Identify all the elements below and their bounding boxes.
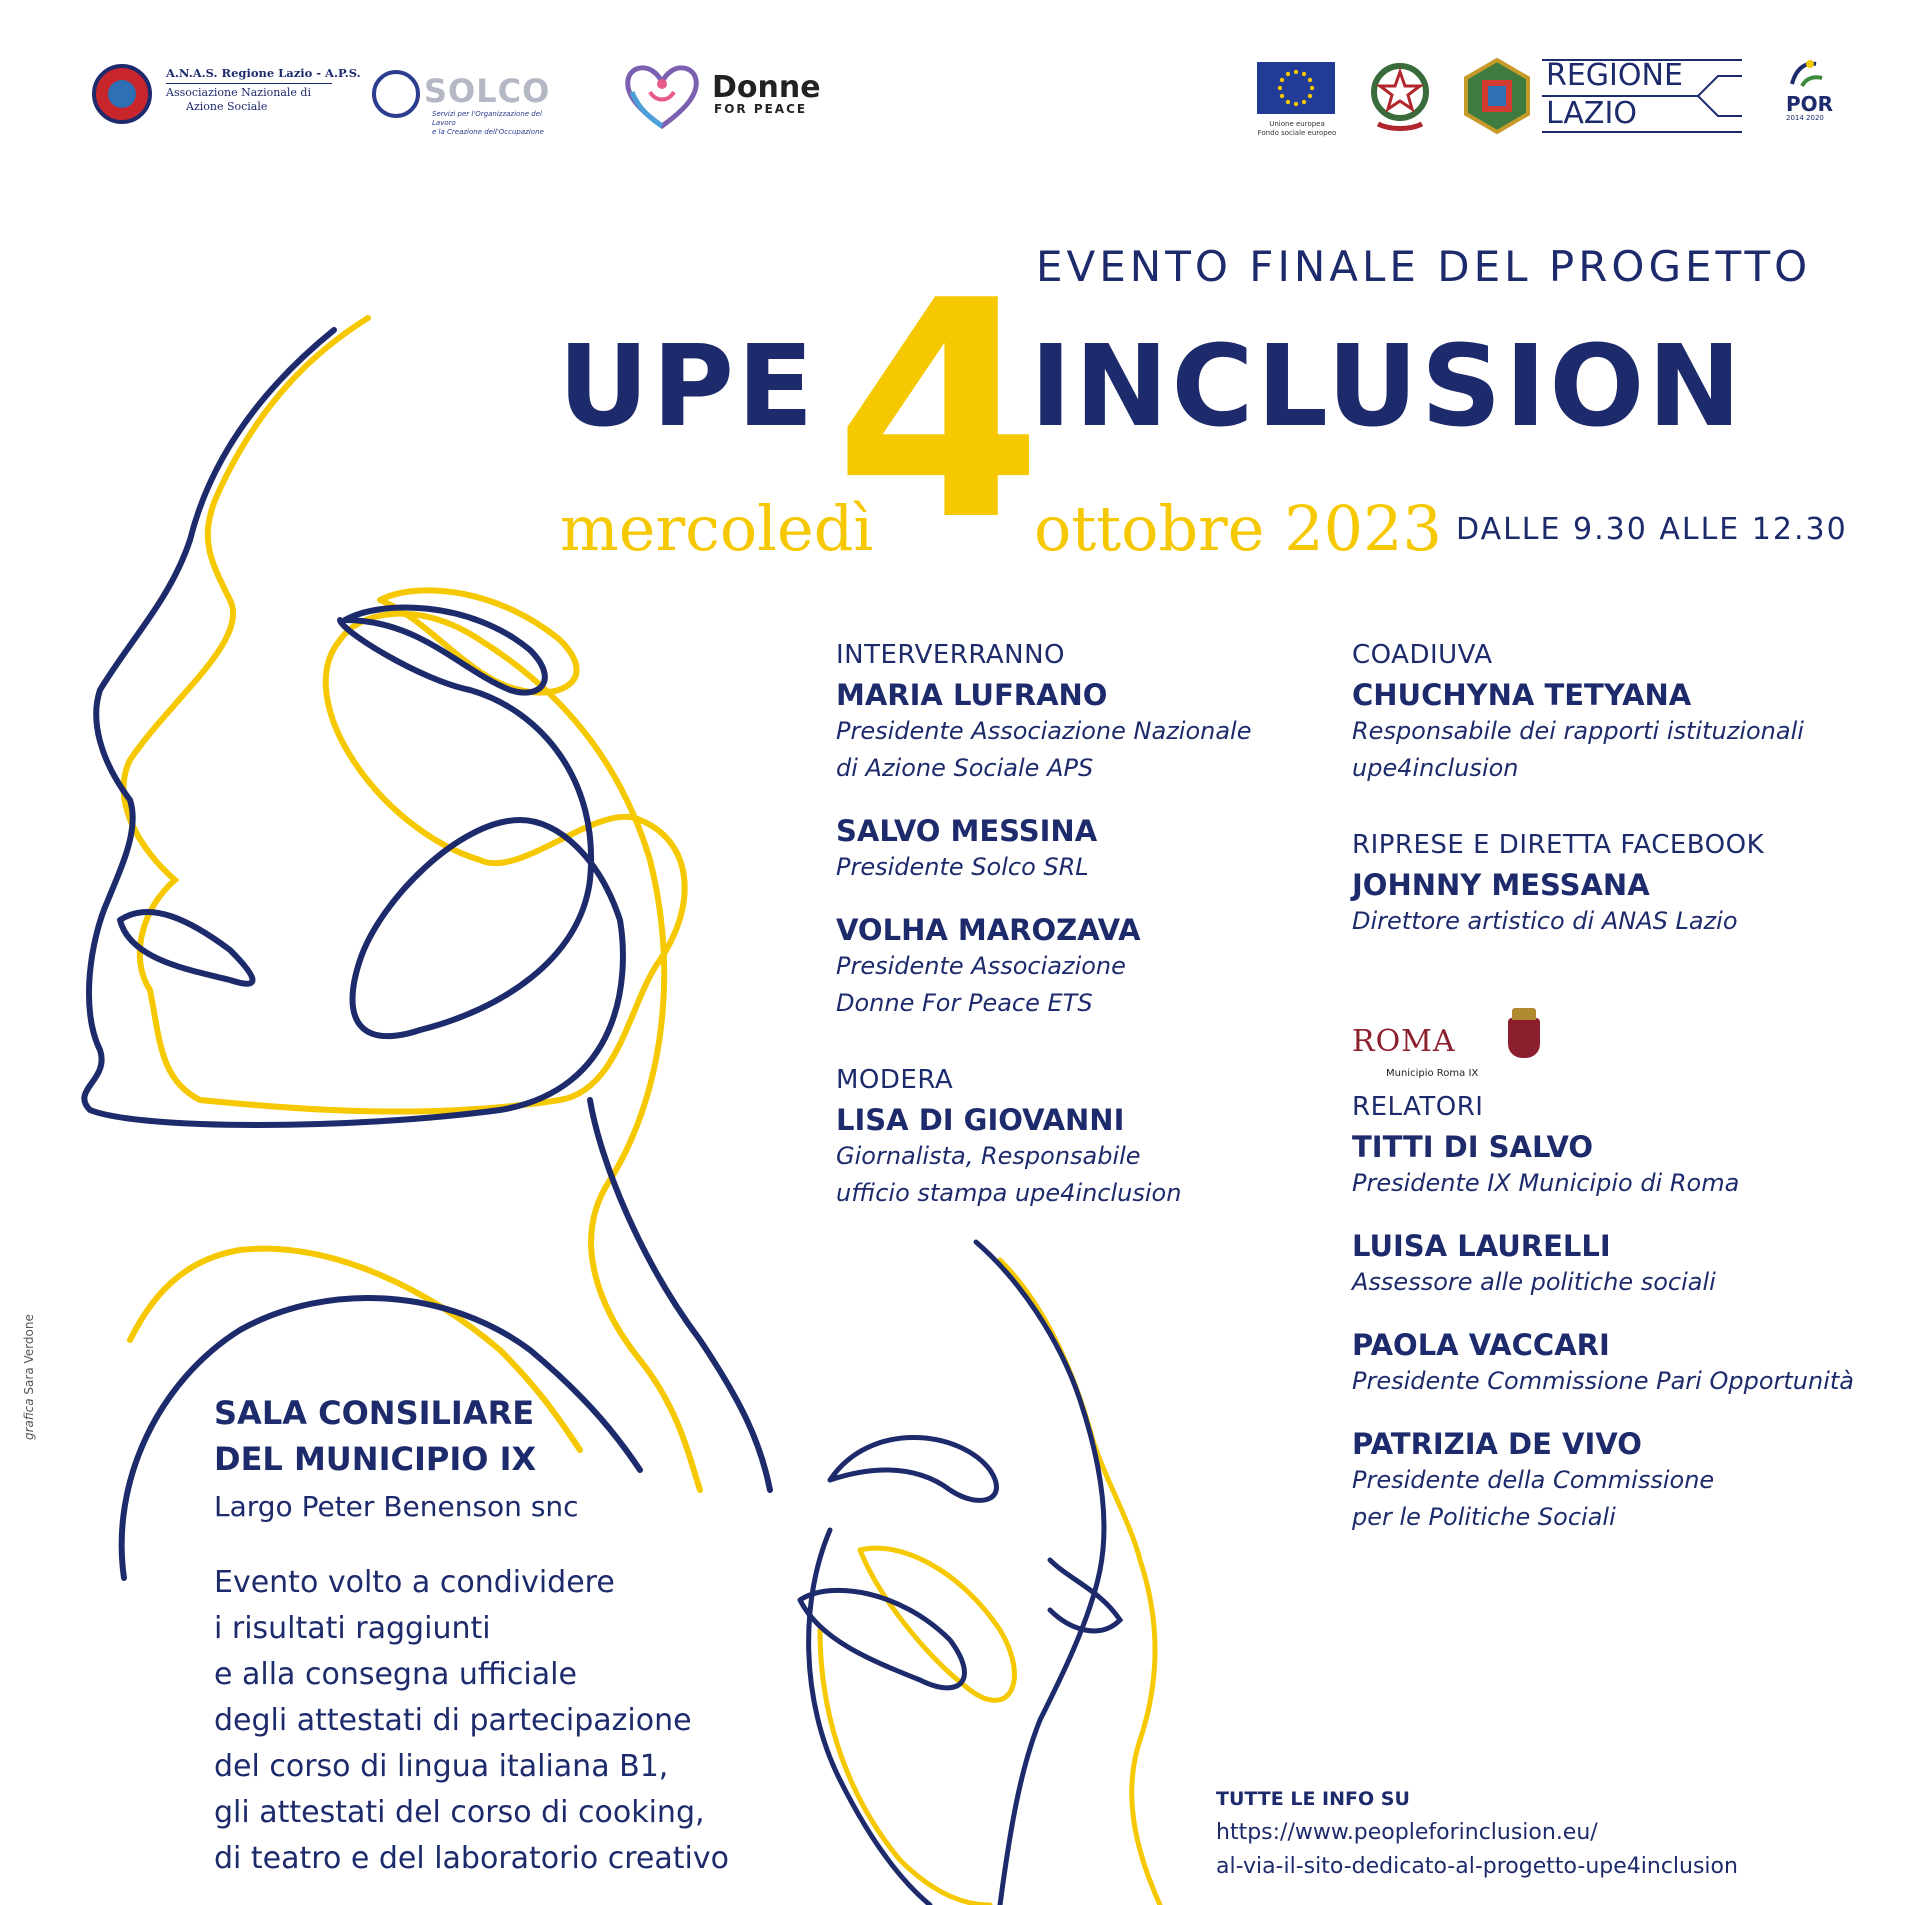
credit-name: Sara Verdone	[22, 1314, 36, 1395]
relatore-entry	[1352, 1229, 1892, 1300]
program-left-column	[836, 640, 1276, 1211]
solco-logo-word: SOLCO	[424, 72, 551, 110]
description-line: del corso di lingua italiana B1,	[214, 1749, 669, 1784]
roma-crest-icon	[1508, 1018, 1540, 1058]
description-line: di teatro e del laboratorio creativo	[214, 1841, 729, 1876]
eu-caption	[1254, 120, 1340, 138]
speaker-name: VOLHA MAROZAVA	[836, 913, 1141, 947]
media-role: Direttore artistico di ANAS Lazio	[1352, 907, 1738, 935]
face-small-yellow-eye	[860, 1548, 1014, 1700]
speaker-role: Presidente Associazione Nazionale	[836, 717, 1252, 745]
speakers-heading: INTERVERRANNO	[836, 640, 1066, 670]
moderator-name: LISA DI GIOVANNI	[836, 1103, 1125, 1137]
face-large-navy-line	[84, 330, 623, 1125]
italian-republic-emblem-icon	[1366, 58, 1434, 134]
moderator-entry	[836, 1103, 1276, 1211]
title-four: 4	[834, 237, 1043, 586]
speaker-entry	[836, 913, 1276, 1021]
date-weekday: mercoledì	[560, 492, 874, 565]
moderator-role: ufficio stampa upe4inclusion	[836, 1179, 1182, 1207]
media-entry	[1352, 868, 1872, 939]
speaker-entry	[836, 678, 1276, 786]
info-heading: TUTTE LE INFO SU	[1216, 1788, 1410, 1810]
assist-heading: COADIUVA	[1352, 640, 1493, 670]
solco-logo-sub1: Servizi per l'Organizzazione del Lavoro	[432, 110, 542, 127]
eu-caption-line1: Unione europea	[1269, 120, 1325, 128]
relatore-role: Assessore alle politiche sociali	[1352, 1268, 1716, 1296]
description-line: Evento volto a condividere	[214, 1565, 615, 1600]
face-small-navy-brow	[830, 1438, 996, 1501]
event-kicker: EVENTO FINALE DEL PROGETTO	[1036, 242, 1812, 291]
description-line: degli attestati di partecipazione	[214, 1703, 692, 1738]
anas-logo-line2: Associazione Nazionale di	[166, 86, 311, 99]
speaker-name: MARIA LUFRANO	[836, 678, 1108, 712]
relatore-entry	[1352, 1427, 1892, 1535]
assist-entry	[1352, 678, 1872, 786]
speaker-entry	[836, 814, 1276, 885]
event-description	[214, 1560, 854, 1882]
media-name: JOHNNY MESSANA	[1352, 868, 1650, 902]
speaker-name: SALVO MESSINA	[836, 814, 1098, 848]
relatore-entry	[1352, 1130, 1892, 1201]
relatore-name: PATRIZIA DE VIVO	[1352, 1427, 1642, 1461]
moderator-role: Giornalista, Responsabile	[836, 1142, 1141, 1170]
lazio-emblem-icon	[1462, 58, 1532, 134]
relatore-name: TITTI DI SALVO	[1352, 1130, 1594, 1164]
relatore-role: Presidente della Commissione	[1352, 1466, 1715, 1494]
relatore-name: PAOLA VACCARI	[1352, 1328, 1610, 1362]
speaker-role: Presidente Associazione	[836, 952, 1126, 980]
speaker-role: Donne For Peace ETS	[836, 989, 1093, 1017]
assist-role: Responsabile dei rapporti istituzionali	[1352, 717, 1804, 745]
relatore-role: per le Politiche Sociali	[1352, 1503, 1616, 1531]
fse-icon	[1786, 58, 1826, 90]
eu-caption-line2: Fondo sociale europeo	[1257, 129, 1337, 137]
donne-logo-word: Donne	[712, 70, 821, 105]
info-link-line1[interactable]: https://www.peopleforinclusion.eu/	[1216, 1820, 1598, 1845]
description-line: e alla consegna ufficiale	[214, 1657, 577, 1692]
relatore-role: Presidente IX Municipio di Roma	[1352, 1169, 1740, 1197]
regione-lazio-line1: REGIONE	[1546, 58, 1683, 93]
title-upe: UPE	[558, 322, 817, 452]
solco-logo-sub	[432, 110, 552, 137]
media-heading: RIPRESE E DIRETTA FACEBOOK	[1352, 830, 1765, 860]
face-small-navy-line	[976, 1242, 1104, 1905]
relatore-name: LUISA LAURELLI	[1352, 1229, 1611, 1263]
solco-logo-icon	[372, 70, 420, 118]
title-inclusion: INCLUSION	[1030, 322, 1745, 452]
donne-logo-sub: FOR PEACE	[714, 102, 808, 116]
roma-logo-sub: Municipio Roma IX	[1386, 1068, 1479, 1079]
info-link-line2[interactable]: al-via-il-sito-dedicato-al-progetto-upe4inclusion	[1216, 1854, 1738, 1879]
assist-name: CHUCHYNA TETYANA	[1352, 678, 1692, 712]
face-large-navy-chin	[122, 1298, 640, 1578]
fse-por-word: POR	[1786, 92, 1834, 116]
anas-logo-text	[166, 66, 361, 114]
description-line: gli attestati del corso di cooking,	[214, 1795, 705, 1830]
speaker-role: di Azione Sociale APS	[836, 754, 1094, 782]
program-right-column	[1352, 640, 1872, 939]
event-time: DALLE 9.30 ALLE 12.30	[1456, 512, 1848, 547]
design-credit	[22, 1314, 36, 1440]
eu-flag-icon	[1257, 62, 1335, 114]
solco-logo-sub2: e la Creazione dell'Occupazione	[432, 128, 544, 136]
description-line: i risultati raggiunti	[214, 1611, 491, 1646]
roma-logo-word: ROMA	[1352, 1024, 1456, 1059]
anas-logo-line3: Azione Sociale	[186, 100, 268, 113]
venue-name-line2: DEL MUNICIPIO IX	[214, 1440, 537, 1478]
relatori-column	[1352, 1092, 1892, 1535]
assist-role: upe4inclusion	[1352, 754, 1519, 782]
anas-logo-rule	[166, 83, 332, 84]
venue-name-line1: SALA CONSILIARE	[214, 1394, 535, 1432]
credit-label: grafica	[22, 1398, 36, 1440]
relatori-heading: RELATORI	[1352, 1092, 1484, 1122]
speaker-role: Presidente Solco SRL	[836, 853, 1089, 881]
venue-address: Largo Peter Benenson snc	[214, 1490, 579, 1523]
date-month-year: ottobre 2023	[1034, 492, 1442, 565]
relatore-entry	[1352, 1328, 1892, 1399]
moderator-heading: MODERA	[836, 1065, 954, 1095]
fse-por-years: 2014 2020	[1786, 114, 1824, 122]
anas-logo-line1: A.N.A.S. Regione Lazio - A.P.S.	[166, 66, 361, 80]
relatore-role: Presidente Commissione Pari Opportunità	[1352, 1367, 1854, 1395]
anas-logo-icon	[92, 64, 152, 124]
donne-heart-icon	[624, 62, 700, 130]
regione-lazio-line2: LAZIO	[1546, 96, 1637, 131]
fse-por-logo	[1786, 58, 1840, 122]
